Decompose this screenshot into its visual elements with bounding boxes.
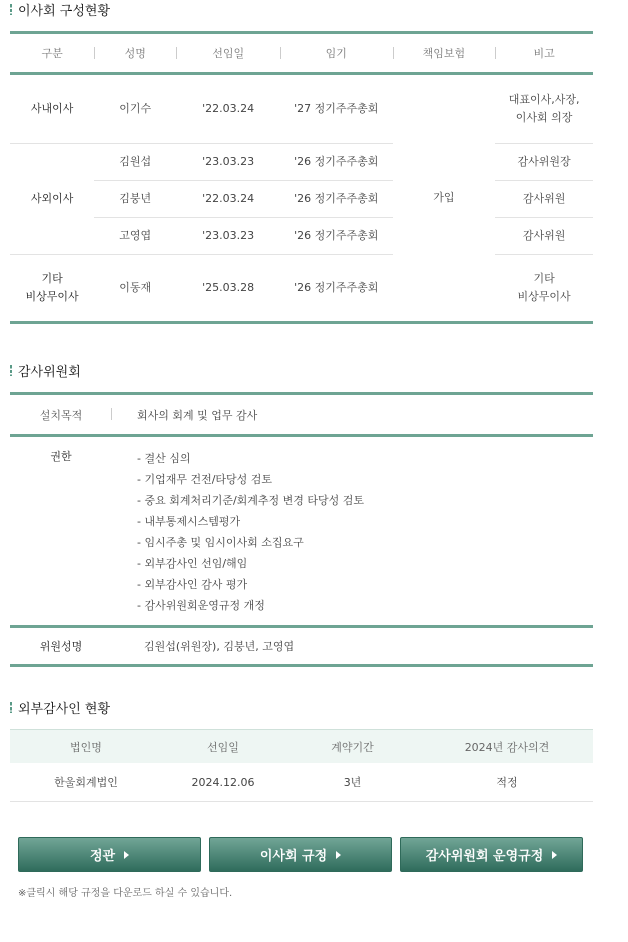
term-cell: '27 정기주주총회 [280, 74, 393, 144]
members-label: 위원성명 [10, 627, 112, 666]
col-header: 책임보험 [393, 33, 496, 74]
play-arrow-icon [552, 851, 557, 859]
date-cell: '23.03.23 [176, 218, 280, 255]
date-cell: '22.03.24 [176, 181, 280, 218]
period-cell: 3년 [284, 763, 421, 802]
category-cell: 사내이사 [10, 74, 94, 144]
members-value: 김원섭(위원장), 김붕년, 고영엽 [112, 627, 593, 666]
table-header-row [10, 730, 593, 764]
audit-table [10, 392, 593, 667]
col-header: 성명 [94, 33, 176, 74]
external-section-title: 외부감사인 현황 [10, 698, 110, 717]
table-row [10, 255, 593, 323]
table-row [10, 218, 593, 255]
term-cell: '26 정기주주총회 [280, 181, 393, 218]
download-buttons [18, 837, 591, 872]
name-cell: 김원섭 [94, 144, 176, 181]
section-bar-icon [10, 365, 12, 376]
name-cell: 이기수 [94, 74, 176, 144]
col-header: 2024년 감사의견 [421, 730, 593, 764]
date-cell: '22.03.24 [176, 74, 280, 144]
list-item: - 외부감사인 선임/해임 [137, 557, 248, 570]
section-bar-icon [10, 702, 12, 713]
col-header: 계약기간 [284, 730, 421, 764]
name-cell: 김붕년 [94, 181, 176, 218]
list-item: - 외부감사인 감사 평가 [137, 578, 248, 591]
col-header: 임기 [280, 33, 393, 74]
term-cell: '26 정기주주총회 [280, 218, 393, 255]
power-label: 권한 [10, 436, 112, 627]
note-cell: 대표이사,사장, 이사회 의장 [495, 74, 593, 144]
note-cell: 기타 비상무이사 [517, 272, 571, 303]
category-cell: 사외이사 [10, 144, 94, 255]
date-cell: '25.03.28 [202, 281, 255, 294]
opinion-cell: 적정 [421, 763, 593, 802]
firm-cell: 한울회계법인 [10, 763, 162, 802]
term-cell: '26 정기주주총회 [294, 281, 379, 294]
note-cell: 감사위원 [495, 181, 593, 218]
col-header: 선임일 [162, 730, 284, 764]
note-cell: 감사위원 [495, 218, 593, 255]
table-row [10, 394, 593, 436]
download-note: ※클릭시 해당 규정을 다운로드 하실 수 있습니다. [18, 888, 233, 899]
list-item: - 감사위원회운영규정 개정 [137, 599, 265, 612]
col-header: 비고 [495, 33, 593, 74]
col-header: 구분 [10, 33, 94, 74]
board-regulation-download-button[interactable]: 이사회 규정 [209, 837, 392, 872]
table-row [10, 144, 593, 181]
play-arrow-icon [124, 851, 129, 859]
power-list-cell [112, 436, 593, 627]
play-arrow-icon [336, 851, 341, 859]
date-cell: 2024.12.06 [162, 763, 284, 802]
list-item: - 중요 회계처리기준/회계추정 변경 타당성 검토 [137, 494, 365, 507]
board-section-title: 이사회 구성현황 [10, 0, 110, 19]
col-header: 법인명 [10, 730, 162, 764]
power-list [137, 448, 592, 616]
articles-download-button[interactable]: 정관 [18, 837, 201, 872]
list-item: - 결산 심의 [137, 452, 191, 465]
audit-committee-regulation-download-button[interactable]: 감사위원회 운영규정 [400, 837, 583, 872]
insurance-cell: 가입 [433, 191, 455, 204]
term-cell: '26 정기주주총회 [280, 144, 393, 181]
list-item: - 기업재무 건전/타당성 검토 [137, 473, 273, 486]
name-cell: 고영엽 [94, 218, 176, 255]
purpose-value: 회사의 회계 및 업무 감사 [112, 394, 593, 436]
external-auditor-table [10, 729, 593, 802]
category-cell: 기타 비상무이사 [25, 272, 79, 303]
name-cell: 이동재 [119, 281, 152, 294]
col-header: 선임일 [176, 33, 280, 74]
purpose-label: 설치목적 [10, 394, 112, 436]
date-cell: '23.03.23 [176, 144, 280, 181]
note-cell: 감사위원장 [495, 144, 593, 181]
section-bar-icon [10, 4, 12, 15]
list-item: - 임시주총 및 임시이사회 소집요구 [137, 536, 304, 549]
table-row [10, 181, 593, 218]
audit-section-title: 감사위원회 [10, 361, 81, 380]
table-row [10, 627, 593, 666]
list-item: - 내부통제시스템평가 [137, 515, 241, 528]
board-table [10, 31, 593, 324]
table-row [10, 74, 593, 144]
table-row [10, 763, 593, 802]
table-row [10, 436, 593, 627]
